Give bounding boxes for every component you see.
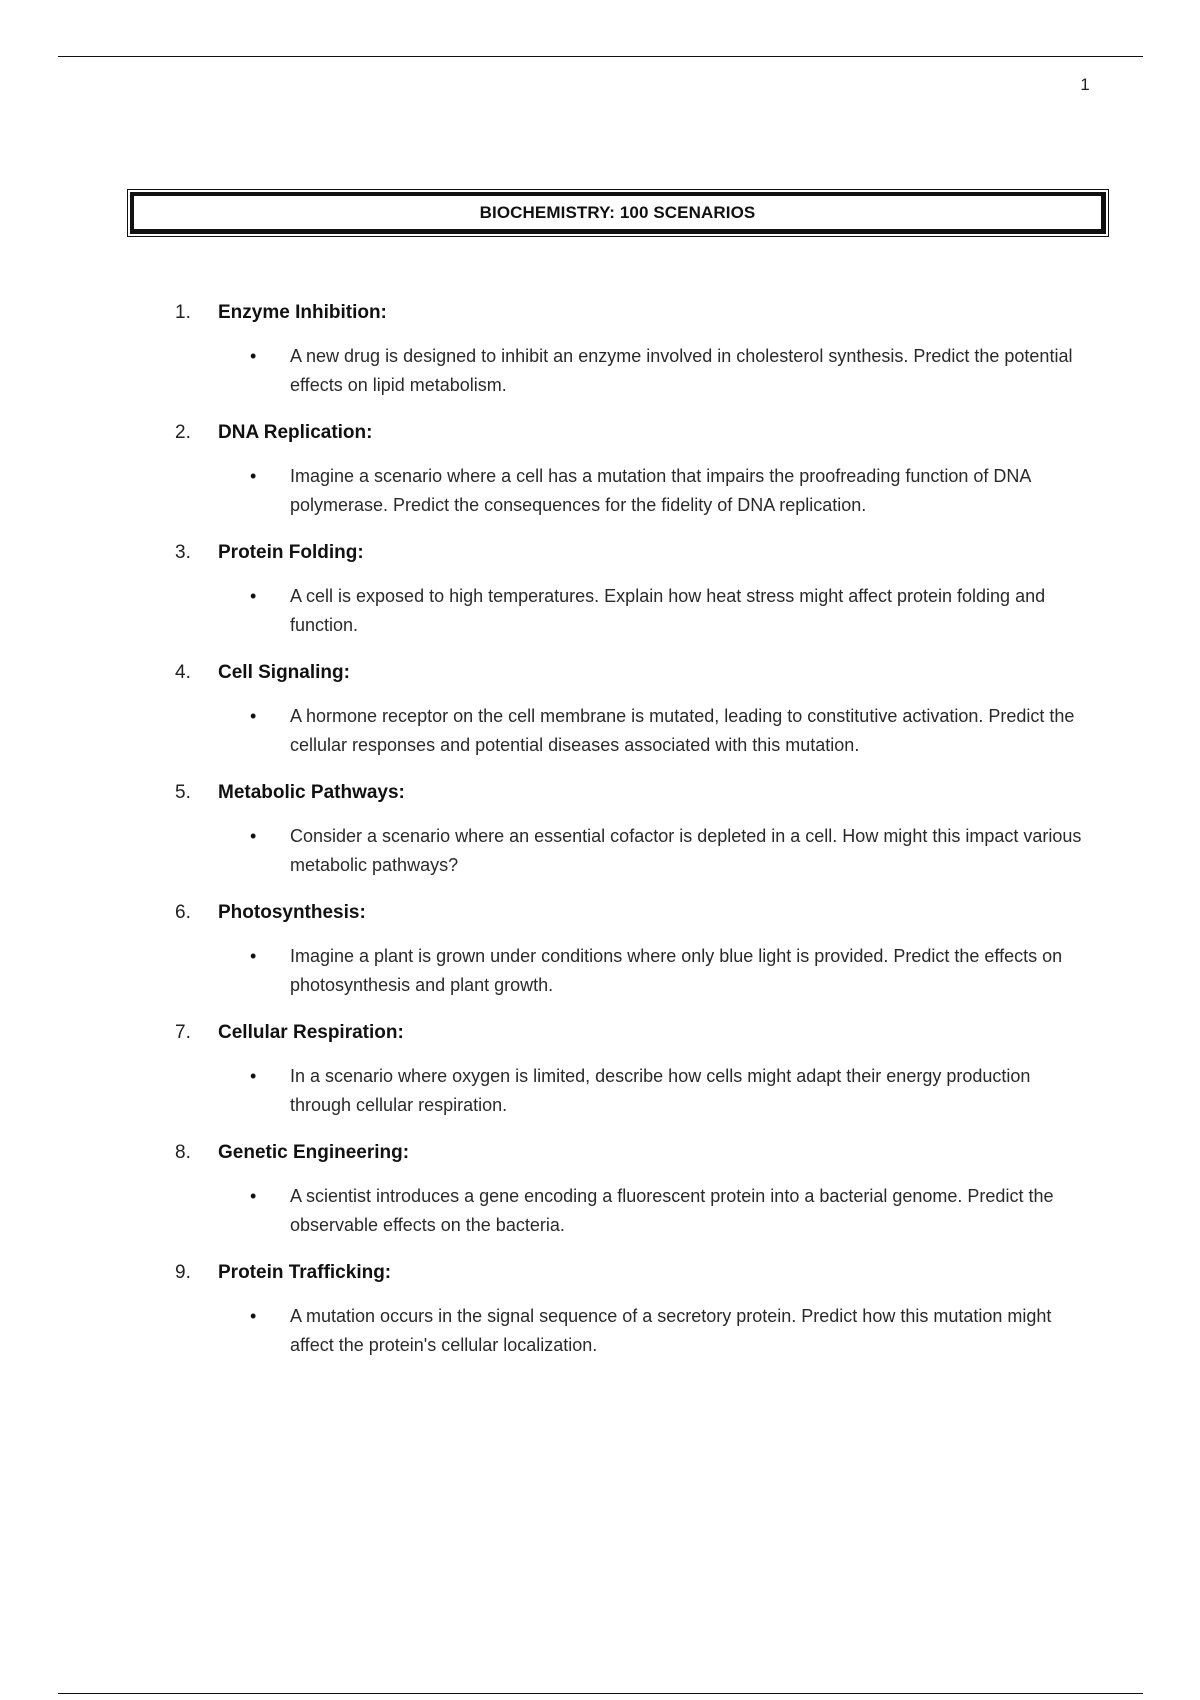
scenario-title: Cellular Respiration: [218, 1022, 404, 1043]
scenario-description: A mutation occurs in the signal sequence of a secretory protein. Predict how this mutation might affect the protein's cellular localization. [290, 1306, 1052, 1355]
scenario-item [175, 420, 1105, 520]
bullet-icon: • [250, 466, 257, 486]
scenario-description: A hormone receptor on the cell membrane is mutated, leading to constitutive activation. Predict the cellular responses and potential diseases associated with this mutation. [290, 706, 1075, 755]
scenario-title: Protein Trafficking: [218, 1262, 392, 1283]
scenario-number: 9. [175, 1262, 191, 1283]
scenario-number: 8. [175, 1142, 191, 1163]
scenario-title: Enzyme Inhibition: [218, 302, 387, 323]
scenario-number: 1. [175, 302, 191, 323]
bullet-icon: • [250, 706, 257, 726]
scenario-number: 5. [175, 782, 191, 803]
page-title: BIOCHEMISTRY: 100 SCENARIOS [479, 202, 756, 222]
bullet-icon: • [250, 346, 257, 366]
scenario-heading [175, 1260, 1105, 1286]
header-rule [58, 56, 1143, 57]
bullet-icon: • [250, 946, 257, 966]
scenario-number: 3. [175, 542, 191, 563]
scenario-title: Photosynthesis: [218, 902, 366, 923]
page-number: 1 [1080, 75, 1090, 94]
title-box [130, 192, 1106, 234]
scenario-heading [175, 1140, 1105, 1166]
scenario-description: Imagine a plant is grown under conditions where only blue light is provided. Predict the effects on photosynthesis and plant growth. [290, 946, 1063, 995]
scenario-body [175, 1182, 1105, 1240]
scenario-description: In a scenario where oxygen is limited, describe how cells might adapt their energy production through cellular respiration. [290, 1066, 1031, 1115]
scenario-heading [175, 540, 1105, 566]
scenario-title: DNA Replication: [218, 422, 373, 443]
scenario-body [175, 462, 1105, 520]
scenario-title: Protein Folding: [218, 542, 364, 563]
scenario-item [175, 660, 1105, 760]
scenario-title: Metabolic Pathways: [218, 782, 405, 803]
scenario-heading [175, 660, 1105, 686]
scenario-title: Genetic Engineering: [218, 1142, 410, 1163]
scenario-body [175, 1302, 1105, 1360]
scenario-item [175, 1020, 1105, 1120]
scenario-body [175, 1062, 1105, 1120]
scenario-heading [175, 900, 1105, 926]
scenario-number: 7. [175, 1022, 191, 1043]
scenario-item [175, 780, 1105, 880]
scenario-body [175, 582, 1105, 640]
scenario-heading [175, 1020, 1105, 1046]
scenario-item [175, 540, 1105, 640]
scenario-body [175, 942, 1105, 1000]
scenario-body [175, 342, 1105, 400]
footer-rule [58, 1693, 1143, 1694]
scenario-item [175, 300, 1105, 400]
scenario-item [175, 1260, 1105, 1360]
scenario-description: Imagine a scenario where a cell has a mutation that impairs the proofreading function of DNA polymerase. Predict the consequences for the fidelity of DNA replication. [290, 466, 1031, 515]
scenario-number: 6. [175, 902, 191, 923]
scenario-body [175, 702, 1105, 760]
scenario-list [175, 300, 1105, 1380]
scenario-heading [175, 780, 1105, 806]
scenario-description: Consider a scenario where an essential cofactor is depleted in a cell. How might this impact various metabolic pathways? [290, 826, 1082, 875]
bullet-icon: • [250, 586, 257, 606]
scenario-number: 2. [175, 422, 191, 443]
scenario-title: Cell Signaling: [218, 662, 350, 683]
scenario-item [175, 1140, 1105, 1240]
scenario-description: A new drug is designed to inhibit an enzyme involved in cholesterol synthesis. Predict the potential effects on lipid metabolism. [290, 346, 1073, 395]
bullet-icon: • [250, 1066, 257, 1086]
bullet-icon: • [250, 826, 257, 846]
scenario-body [175, 822, 1105, 880]
bullet-icon: • [250, 1306, 257, 1326]
scenario-heading [175, 420, 1105, 446]
scenario-number: 4. [175, 662, 191, 683]
scenario-item [175, 900, 1105, 1000]
scenario-description: A cell is exposed to high temperatures. Explain how heat stress might affect protein folding and function. [290, 586, 1046, 635]
scenario-description: A scientist introduces a gene encoding a fluorescent protein into a bacterial genome. Predict the observable effects on the bacteria. [290, 1186, 1054, 1235]
bullet-icon: • [250, 1186, 257, 1206]
scenario-heading [175, 300, 1105, 326]
